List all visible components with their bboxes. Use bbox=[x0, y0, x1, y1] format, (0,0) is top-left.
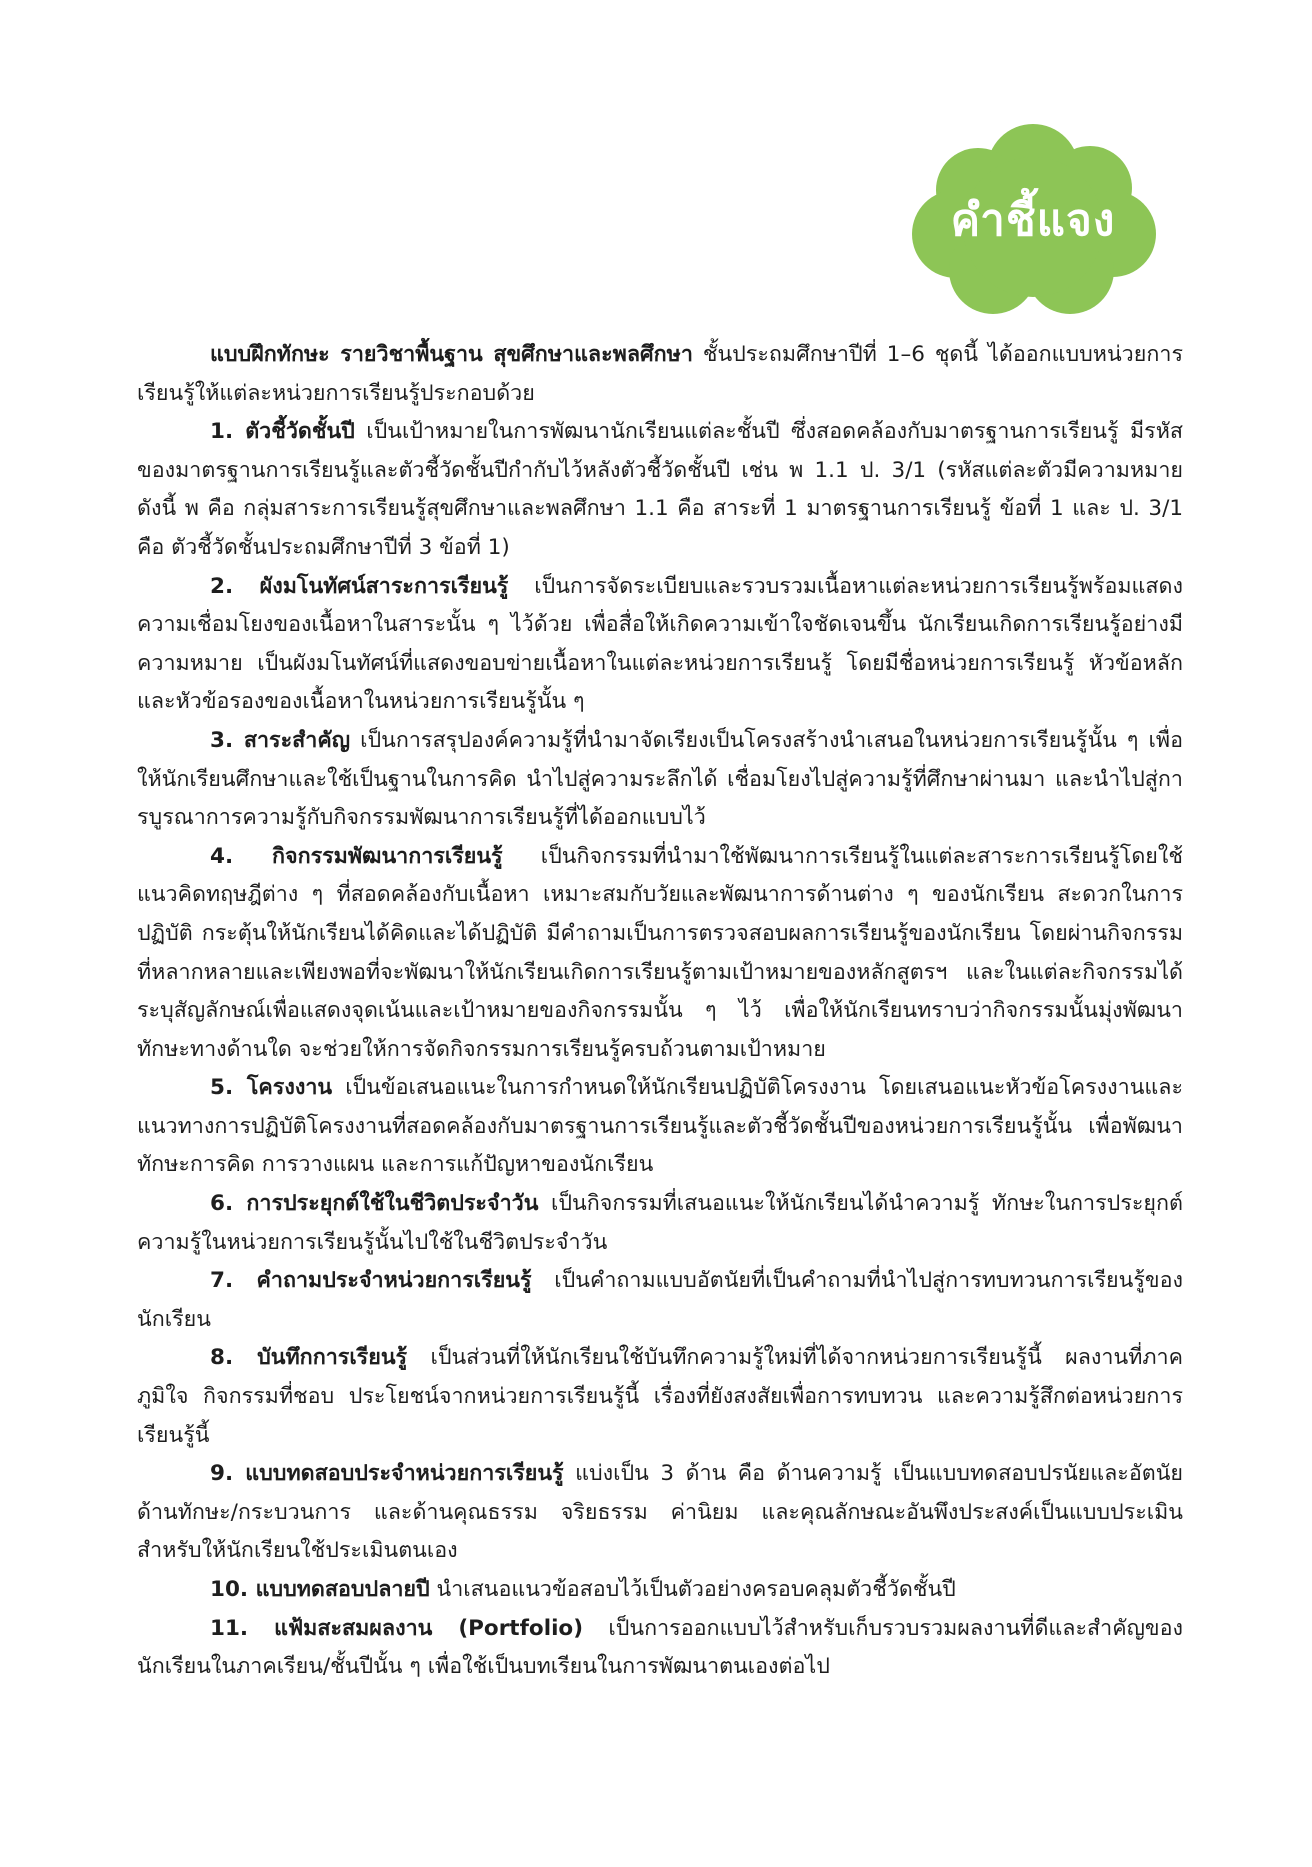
item-heading: 4. กิจกรรมพัฒนาการเรียนรู้ bbox=[210, 843, 503, 869]
item-heading: 5. โครงงาน bbox=[210, 1075, 333, 1101]
item-text: เป็นกิจกรรมที่นำมาใช้พัฒนาการเรียนรู้ในแต่ละสาระการเรียนรู้โดยใช้แนวคิดทฤษฎีต่าง ๆ ที่สอดคล้องกับเนื้อหา เหมาะสมกับวัยและพัฒนาการด้านต่าง ๆ ของนักเรียน สะดวกในการปฏิบัติ กระตุ้นให้นักเรียนได้คิดและได้ปฏิบัติ มีคำถามเป็นการตรวจสอบผลการเรียนรู้ของนักเรียน โดยผ่านกิจกรรมที่หลากหลายและเพียงพอที่จะพัฒนาให้นักเรียนเกิดการเรียนรู้ตามเป้าหมายของหลักสูตรฯ และในแต่ละกิจกรรมได้ระบุสัญลักษณ์เพื่อแสดงจุดเน้นและเป้าหมายของกิจกรรมนั้น ๆ ไว้ เพื่อให้นักเรียนทราบว่ากิจกรรมนั้นมุ่งพัฒนาทักษะทางด้านใด จะช่วยให้การจัดกิจกรรมการเรียนรู้ครบถ้วนตามเป้าหมาย bbox=[137, 843, 1183, 1062]
title-cloud bbox=[908, 122, 1158, 317]
item-text: นำเสนอแนวข้อสอบไว้เป็นตัวอย่างครอบคลุมตัวชี้วัดชั้นปี bbox=[429, 1577, 956, 1602]
instructions-body bbox=[137, 336, 1183, 1687]
item-text: เป็นส่วนที่ให้นักเรียนใช้บันทึกความรู้ใหม่ที่ได้จากหน่วยการเรียนรู้นี้ ผลงานที่ภาคภูมิใจ กิจกรรมที่ชอบ ประโยชน์จากหน่วยการเรียนรู้นี้ เรื่องที่ยังสงสัยเพื่อการทบทวน และความรู้สึกต่อหน่วยการเรียนรู้นี้ bbox=[137, 1345, 1183, 1448]
item-heading: 11. แฟ้มสะสมผลงาน (Portfolio) bbox=[210, 1615, 584, 1641]
item-heading: 7. คำถามประจำหน่วยการเรียนรู้ bbox=[210, 1268, 532, 1294]
item-text: เป็นเป้าหมายในการพัฒนานักเรียนแต่ละชั้นปี ซึ่งสอดคล้องกับมาตรฐานการเรียนรู้ มีรหัสของมาตรฐานการเรียนรู้และตัวชี้วัดชั้นปีกำกับไว้หลังตัวชี้วัดชั้นปี เช่น พ 1.1 ป. 3/1 (รหัสแต่ละตัวมีความหมายดังนี้ พ คือ กลุ่มสาระการเรียนรู้สุขศึกษาและพลศึกษา 1.1 คือ สาระที่ 1 มาตรฐานการเรียนรู้ ข้อที่ 1 และ ป. 3/1 คือ ตัวชี้วัดชั้นประถมศึกษาปีที่ 3 ข้อที่ 1) bbox=[137, 419, 1183, 560]
item-paragraph-10 bbox=[137, 1571, 1183, 1610]
intro-paragraph bbox=[137, 336, 1183, 413]
item-text: เป็นการสรุปองค์ความรู้ที่นำมาจัดเรียงเป็นโครงสร้างนำเสนอในหน่วยการเรียนรู้นั้น ๆ เพื่อให้นักเรียนศึกษาและใช้เป็นฐานในการคิด นำไปสู่ความระลึกได้ เชื่อมโยงไปสู่ความรู้ที่ศึกษาผ่านมา และนำไปสู่การบูรณาการความรู้กับกิจกรรมพัฒนาการเรียนรู้ที่ได้ออกแบบไว้ bbox=[137, 727, 1183, 831]
page-title: คำชี้แจง bbox=[950, 194, 1116, 246]
item-paragraph-6 bbox=[137, 1185, 1183, 1262]
item-paragraph-3 bbox=[137, 722, 1183, 838]
item-paragraph-4 bbox=[137, 838, 1183, 1070]
item-heading: 9. แบบทดสอบประจำหน่วยการเรียนรู้ bbox=[210, 1461, 564, 1487]
item-text: แบ่งเป็น 3 ด้าน คือ ด้านความรู้ เป็นแบบทดสอบปรนัยและอัตนัย ด้านทักษะ/กระบวนการ และด้านคุณธรรม จริยธรรม ค่านิยม และคุณลักษณะอันพึงประสงค์เป็นแบบประเมินสำหรับให้นักเรียนใช้ประเมินตนเอง bbox=[137, 1461, 1183, 1564]
item-heading: 1. ตัวชี้วัดชั้นปี bbox=[210, 419, 355, 445]
item-paragraph-1 bbox=[137, 413, 1183, 567]
item-paragraph-2 bbox=[137, 568, 1183, 722]
item-paragraph-7 bbox=[137, 1262, 1183, 1339]
item-text: เป็นคำถามแบบอัตนัยที่เป็นคำถามที่นำไปสู่การทบทวนการเรียนรู้ของนักเรียน bbox=[137, 1268, 1183, 1332]
item-heading: 10. แบบทดสอบปลายปี bbox=[210, 1577, 430, 1602]
item-paragraph-8 bbox=[137, 1339, 1183, 1455]
item-text: เป็นกิจกรรมที่เสนอแนะให้นักเรียนได้นำความรู้ ทักษะในการประยุกต์ความรู้ในหน่วยการเรียนรู้นั้นไปใช้ในชีวิตประจำวัน bbox=[137, 1191, 1184, 1255]
item-paragraph-11 bbox=[137, 1610, 1183, 1687]
item-paragraph-5 bbox=[137, 1069, 1183, 1185]
item-text: เป็นการจัดระเบียบและรวบรวมเนื้อหาแต่ละหน่วยการเรียนรู้พร้อมแสดงความเชื่อมโยงของเนื้อหาในสาระนั้น ๆ ไว้ด้วย เพื่อสื่อให้เกิดความเข้าใจชัดเจนขึ้น นักเรียนเกิดการเรียนรู้อย่างมีความหมาย เป็นผังมโนทัศน์ที่แสดงขอบข่ายเนื้อหาในแต่ละหน่วยการเรียนรู้ โดยมีชื่อหน่วยการเรียนรู้ หัวข้อหลัก และหัวข้อรองของเนื้อหาในหน่วยการเรียนรู้นั้น ๆ bbox=[137, 573, 1183, 715]
item-heading: 8. บันทึกการเรียนรู้ bbox=[210, 1345, 408, 1371]
intro-text: ชั้นประถมศึกษาปีที่ 1–6 ชุดนี้ ได้ออกแบบหน่วยการเรียนรู้ให้แต่ละหน่วยการเรียนรู้ประกอบด้วย bbox=[137, 342, 1183, 406]
item-text: เป็นข้อเสนอแนะในการกำหนดให้นักเรียนปฏิบัติโครงงาน โดยเสนอแนะหัวข้อโครงงานและแนวทางการปฏิบัติโครงงานที่สอดคล้องกับมาตรฐานการเรียนรู้และตัวชี้วัดชั้นปีของหน่วยการเรียนรู้นั้น เพื่อพัฒนาทักษะการคิด การวางแผน และการแก้ปัญหาของนักเรียน bbox=[137, 1075, 1183, 1178]
item-paragraph-9 bbox=[137, 1455, 1183, 1571]
item-heading: 3. สาระสำคัญ bbox=[210, 727, 351, 753]
item-heading: 6. การประยุกต์ใช้ในชีวิตประจำวัน bbox=[210, 1191, 539, 1217]
intro-heading: แบบฝึกทักษะ รายวิชาพื้นฐาน สุขศึกษาและพลศึกษา bbox=[210, 342, 693, 367]
item-text: เป็นการออกแบบไว้สำหรับเก็บรวบรวมผลงานที่ดีและสำคัญของนักเรียนในภาคเรียน/ชั้นปีนั้น ๆ เพื่อใช้เป็นบทเรียนในการพัฒนาตนเองต่อไป bbox=[137, 1615, 1184, 1680]
item-heading: 2. ผังมโนทัศน์สาระการเรียนรู้ bbox=[210, 573, 509, 599]
